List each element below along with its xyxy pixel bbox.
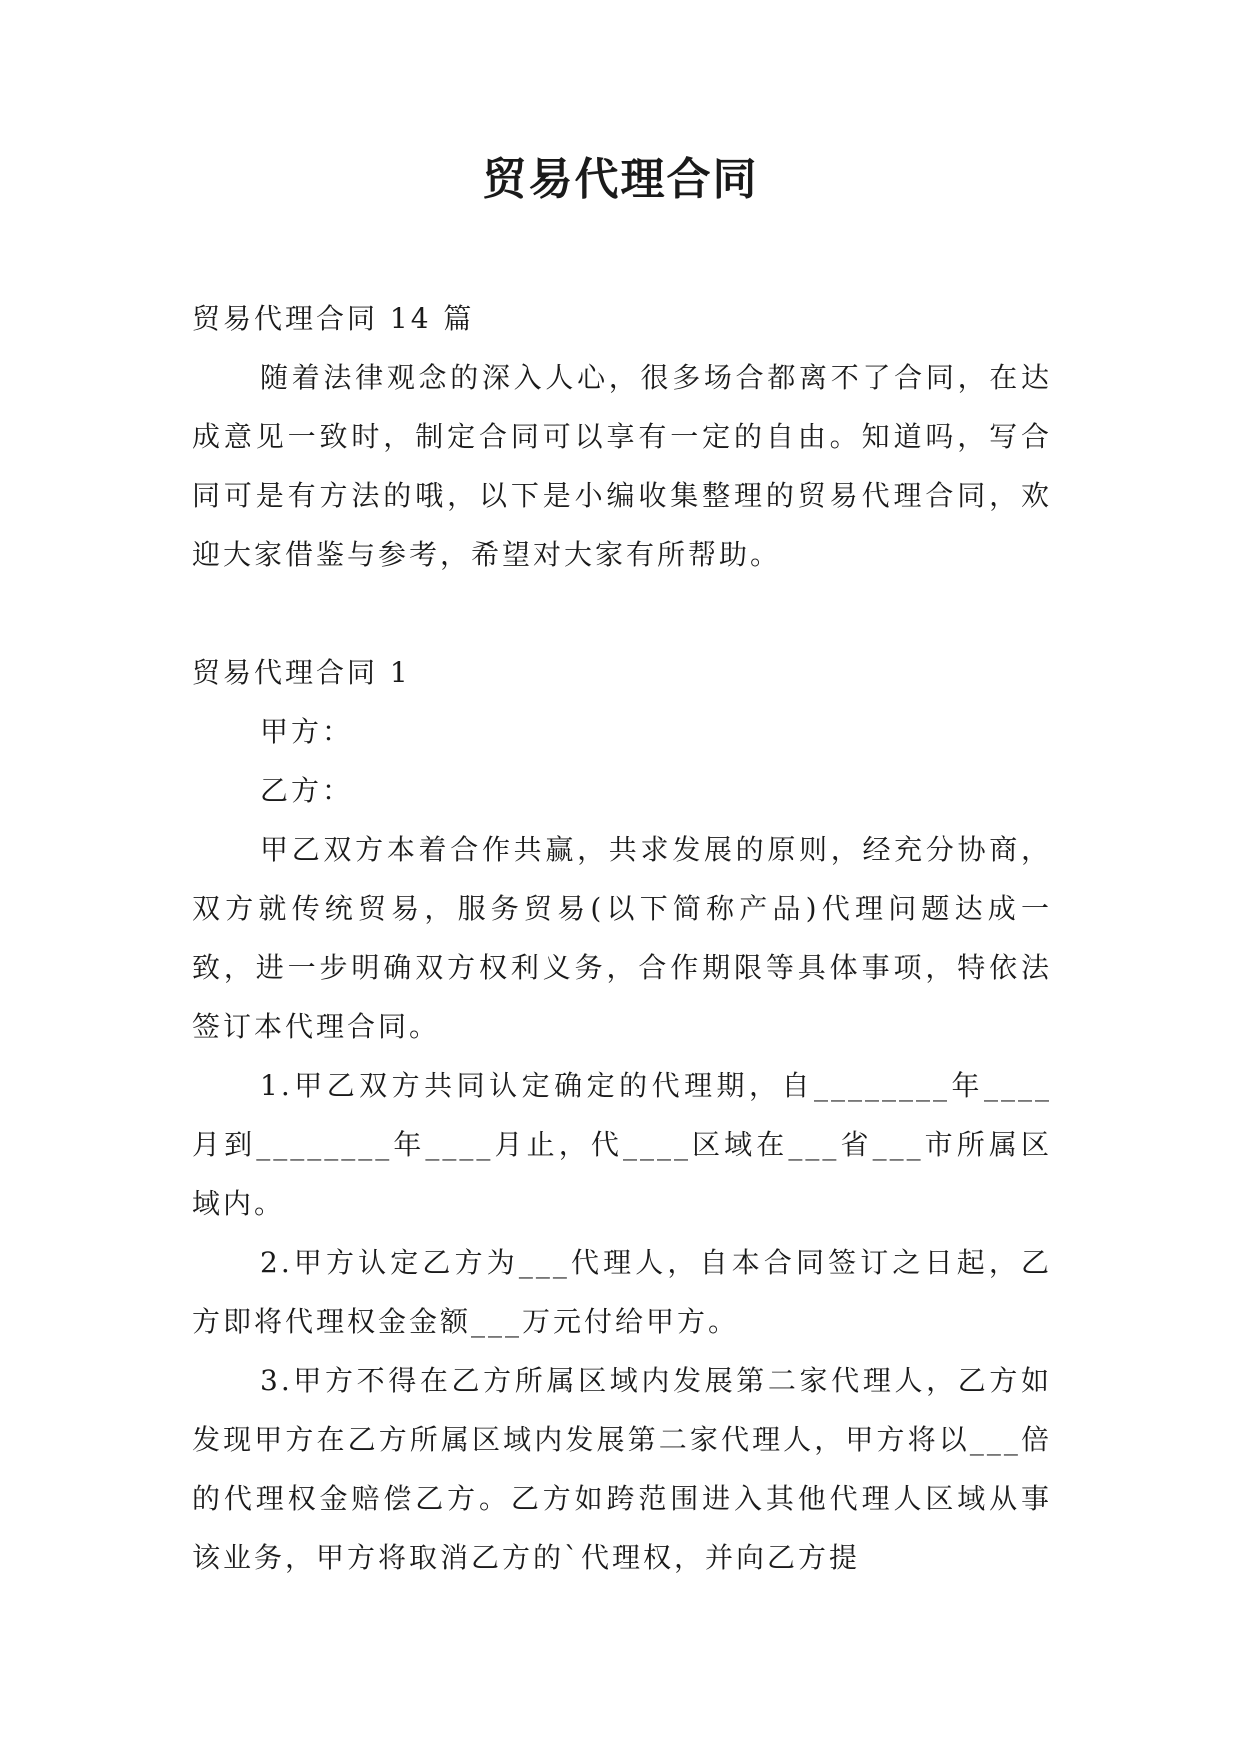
clause-2: 2.甲方认定乙方为___代理人，自本合同签订之日起，乙方即将代理权金金额___万元付给甲方。 xyxy=(192,1246,1052,1338)
preamble-paragraph: 甲乙双方本着合作共赢，共求发展的原则，经充分协商，双方就传统贸易，服务贸易(以下简称产品)代理问题达成一致，进一步明确双方权利义务，合作期限等具体事项，特依法签订本代理合同。 xyxy=(192,833,1052,1043)
document-title: 贸易代理合同 xyxy=(482,154,759,205)
intro-paragraph: 随着法律观念的深入人心，很多场合都离不了合同，在达成意见一致时，制定合同可以享有一定的自由。知道吗，写合同可是有方法的哦，以下是小编收集整理的贸易代理合同，欢迎大家借鉴与参考，希望对大家有所帮助。 xyxy=(192,361,1052,571)
party-a-line: 甲方： xyxy=(260,715,354,748)
subtitle: 贸易代理合同 14 篇 xyxy=(192,302,475,335)
party-b-line: 乙方： xyxy=(260,774,354,807)
clause-1: 1.甲乙双方共同认定确定的代理期，自________年____月到________年____月止，代____区域在___省___市所属区域内。 xyxy=(192,1069,1052,1220)
section-heading: 贸易代理合同 1 xyxy=(192,656,411,689)
document-body xyxy=(192,289,1052,1587)
clause-3: 3.甲方不得在乙方所属区域内发展第二家代理人，乙方如发现甲方在乙方所属区域内发展第二家代理人，甲方将以___倍的代理权金赔偿乙方。乙方如跨范围进入其他代理人区域从事该业务，甲方将取消乙方的`代理权，并向乙方提 xyxy=(192,1364,1052,1574)
